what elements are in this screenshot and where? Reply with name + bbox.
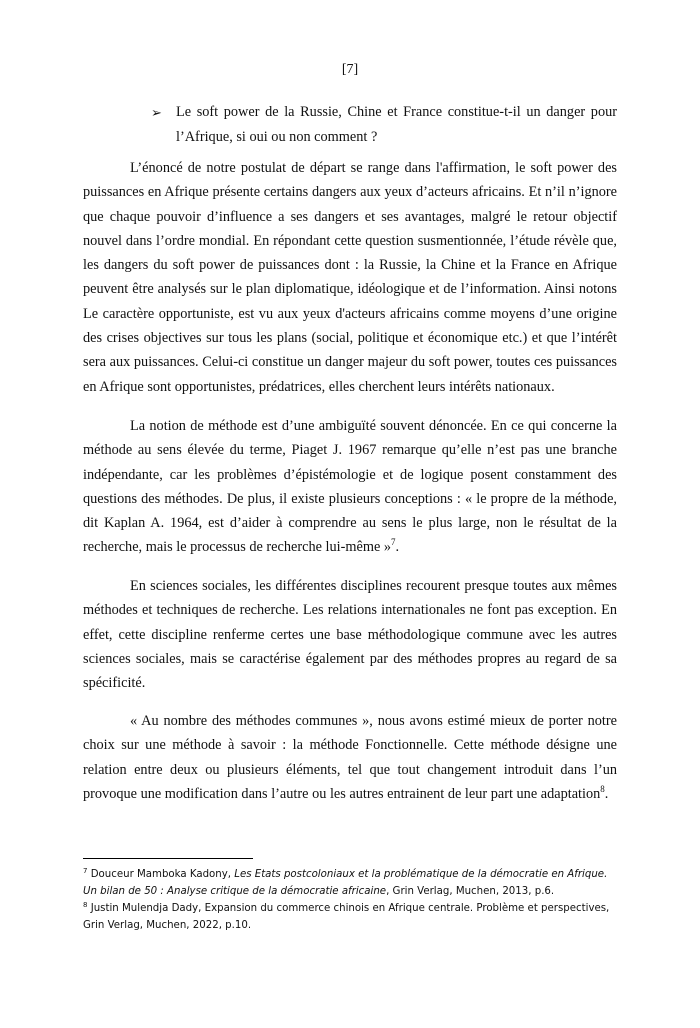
paragraph-1 — [83, 156, 617, 399]
arrow-bullet-icon: ➢ — [151, 105, 162, 120]
paragraph-2: La notion de méthode est d’une ambiguïté souvent dénoncée. En ce qui concerne la méthode au sens élevée du terme, Piaget J. 1967 remarque qu’elle n’est pas une branche indépendante, car les problèmes d’épistémologie et de logique posent constamment des questions des méthodes. De plus, il existe plusieurs conceptions : « le propre de la méthode, dit Kaplan A. 1964, est d’aider à comprendre au sens le plus large, non le résultat de la recherche, mais le processus de recherche lui-même »$^7$. — [83, 418, 617, 556]
footnote-7 — [83, 866, 623, 900]
paragraph-3 — [83, 574, 617, 695]
footnote-ref-7: 7 — [391, 537, 396, 548]
footnote-7-number: 7 — [83, 867, 88, 875]
paragraph-1-text: L’énoncé de notre postulat de départ se range dans l'affirmation, le soft power des puissances en Afrique présente certains dangers aux yeux d’acteurs africains. Et n’il n’ignore que chaque pouvoir d’influence a ses dangers et ses avantages, malgré le retour objectif nouvel dans l’ordre mondial. En répondant cette question susmentionnée, l’étude révèle que, les dangers du soft power de puissances dont : la Russie, la Chine et la France en Afrique peuvent être analysés sur le plan diplomatique, idéologique et de l’information. Ainsi notons Le caractère opportuniste, est vu aux yeux d'acteurs africains comme moyens d’une origine des crises objectives sur tous les plans (social, politique et économique etc.) et que l’intérêt sera aux puissances. Celui-ci constitue un danger majeur du soft power, toutes ces puissances en Afrique sont opportunistes, prédatrices, elles cherchent leurs intérêts nationaux. — [83, 160, 617, 395]
paragraph-4: « Au nombre des méthodes communes », nous avons estimé mieux de porter notre choix sur une méthode à savoir : la méthode Fonctionnelle. Cette méthode désigne une relation entre deux ou plusieurs éléments, tel que tout changement introduit dans l’un provoque une modification dans l’autre ou les autres entrainent de leur part une adaptation$^8$. — [83, 713, 617, 802]
footnote-7-title: Les Etats postcoloniaux et la problématique de la démocratie en Afrique. Un bilan de 50 : Analyse critique de la démocratie africaine — [83, 869, 608, 897]
footnote-7-author: Douceur Mamboka Kadony, — [87, 869, 235, 880]
bullet-question — [151, 100, 617, 150]
footnote-8-number: 8 — [83, 901, 88, 909]
paragraph-3-text: En sciences sociales, les différentes disciplines recourent presque toutes aux mêmes méthodes et techniques de recherche. Les relations internationales ne font pas exception. En effet, cette discipline renferme certes une base méthodologique commune avec les autres sciences sociales, mais se caractérise également par des méthodes propres au regard de sa spécificité. — [83, 578, 617, 692]
page-number: [7] — [341, 62, 359, 77]
footnote-7-rest: , Grin Verlag, Muchen, 2013, p.6. — [386, 886, 555, 897]
footnote-8 — [83, 900, 623, 934]
bullet-question-text: Le soft power de la Russie, Chine et France constitue-t-il un danger pour l’Afrique, si oui ou non comment ? — [176, 104, 617, 145]
paragraph-4-text: « Au nombre des méthodes communes », nous avons estimé mieux de porter notre choix sur une méthode à savoir : la méthode Fonctionnelle. Cette méthode désigne une relation entre deux ou plusieurs éléments, tel que tout changement introduit dans l’un provoque une modification dans l’autre ou les autres entrainent de leur part une adaptation — [83, 713, 617, 802]
footnote-8-text: Justin Mulendja Dady, Expansion du commerce chinois en Afrique centrale. Problème et perspectives, Grin Verlag, Muchen, 2022, p.10. — [83, 903, 610, 931]
footnote-separator — [83, 858, 253, 859]
paragraph-2-text: La notion de méthode est d’une ambiguïté souvent dénoncée. En ce qui concerne la méthode au sens élevée du terme, Piaget J. 1967 remarque qu’elle n’est pas une branche indépendante, car les problèmes d’épistémologie et de logique posent constamment des questions des méthodes. De plus, il existe plusieurs conceptions : « le propre de la méthode, dit Kaplan A. 1964, est d’aider à comprendre au sens le plus large, non le résultat de la recherche, mais le processus de recherche lui-même » — [83, 418, 617, 556]
footnote-ref-8: 8 — [600, 783, 605, 794]
footnotes — [83, 866, 623, 934]
